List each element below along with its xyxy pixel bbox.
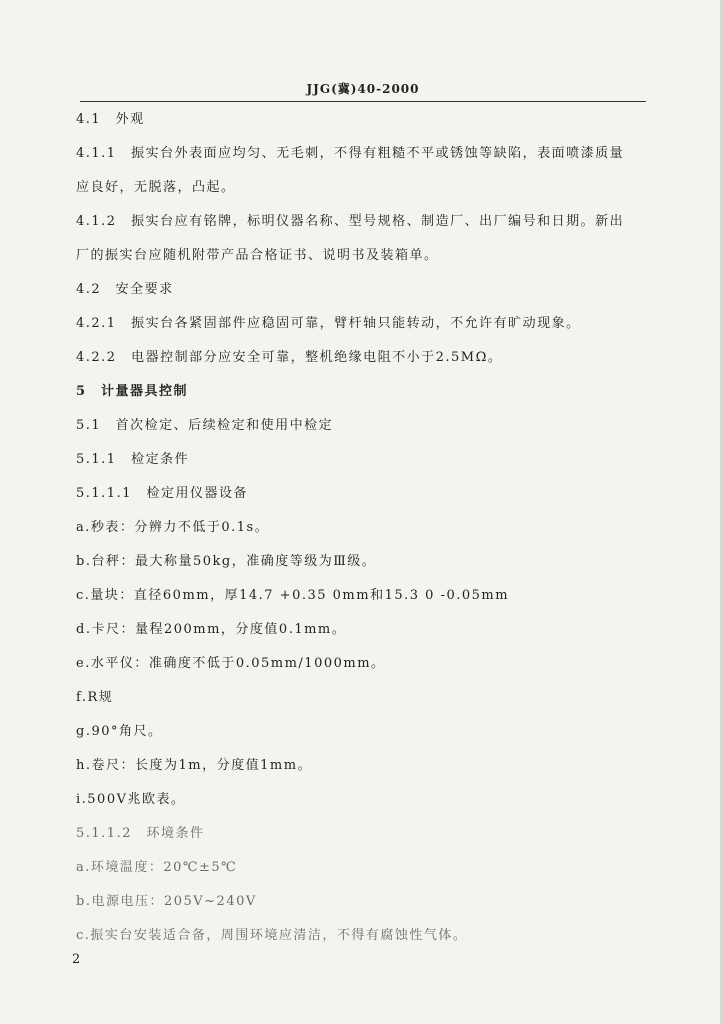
env-item-b: b.电源电压：205V~240V (76, 894, 257, 909)
item-h: h.卷尺：长度为1m，分度值1mm。 (76, 758, 313, 773)
item-f: f.R规 (76, 690, 114, 705)
item-c: c.量块：直径60mm，厚14.7 +0.35 0mm和15.3 0 -0.05mm (76, 588, 510, 603)
section-4-2-heading: 4.2 安全要求 (76, 282, 174, 297)
clause-4-1-1-cont: 应良好，无脱落，凸起。 (76, 180, 236, 195)
clause-4-1-2: 4.1.2 振实台应有铭牌，标明仪器名称、型号规格、制造厂、出厂编号和日期。新出 (76, 214, 625, 229)
header-rule (80, 101, 646, 102)
page-edge-shadow (720, 0, 724, 1024)
env-item-c: c.振实台安装适合备，周围环境应清洁，不得有腐蚀性气体。 (76, 928, 468, 943)
clause-5-1-1: 5.1.1 检定条件 (76, 452, 190, 467)
item-e: e.水平仪：准确度不低于0.05mm/1000mm。 (76, 656, 386, 671)
item-g: g.90°角尺。 (76, 724, 163, 739)
clause-5-1-1-2: 5.1.1.2 环境条件 (76, 826, 205, 841)
item-d: d.卡尺：量程200mm，分度值0.1mm。 (76, 622, 347, 637)
section-4-1-heading: 4.1 外观 (76, 112, 145, 127)
document-code-header: JJG(冀)40-2000 (306, 82, 420, 96)
section-5-1-heading: 5.1 首次检定、后续检定和使用中检定 (76, 418, 334, 433)
item-a: a.秒表：分辨力不低于0.1s。 (76, 520, 270, 535)
clause-4-2-2: 4.2.2 电器控制部分应安全可靠，整机绝缘电阻不小于2.5MΩ。 (76, 350, 503, 365)
clause-4-2-1: 4.2.1 振实台各紧固部件应稳固可靠，臂杆轴只能转动，不允许有旷动现象。 (76, 316, 581, 331)
chapter-5-heading: 5 计量器具控制 (76, 384, 189, 399)
clause-5-1-1-1: 5.1.1.1 检定用仪器设备 (76, 486, 248, 501)
env-item-a: a.环境温度：20℃±5℃ (76, 860, 238, 875)
item-b: b.台秤：最大称量50kg，准确度等级为Ⅲ级。 (76, 554, 377, 569)
item-i: i.500V兆欧表。 (76, 792, 186, 807)
page-number: 2 (72, 952, 81, 967)
clause-4-1-2-cont: 厂的振实台应随机附带产品合格证书、说明书及装箱单。 (76, 248, 439, 263)
clause-4-1-1: 4.1.1 振实台外表面应均匀、无毛刺，不得有粗糙不平或锈蚀等缺陷，表面喷漆质量 (76, 146, 625, 161)
